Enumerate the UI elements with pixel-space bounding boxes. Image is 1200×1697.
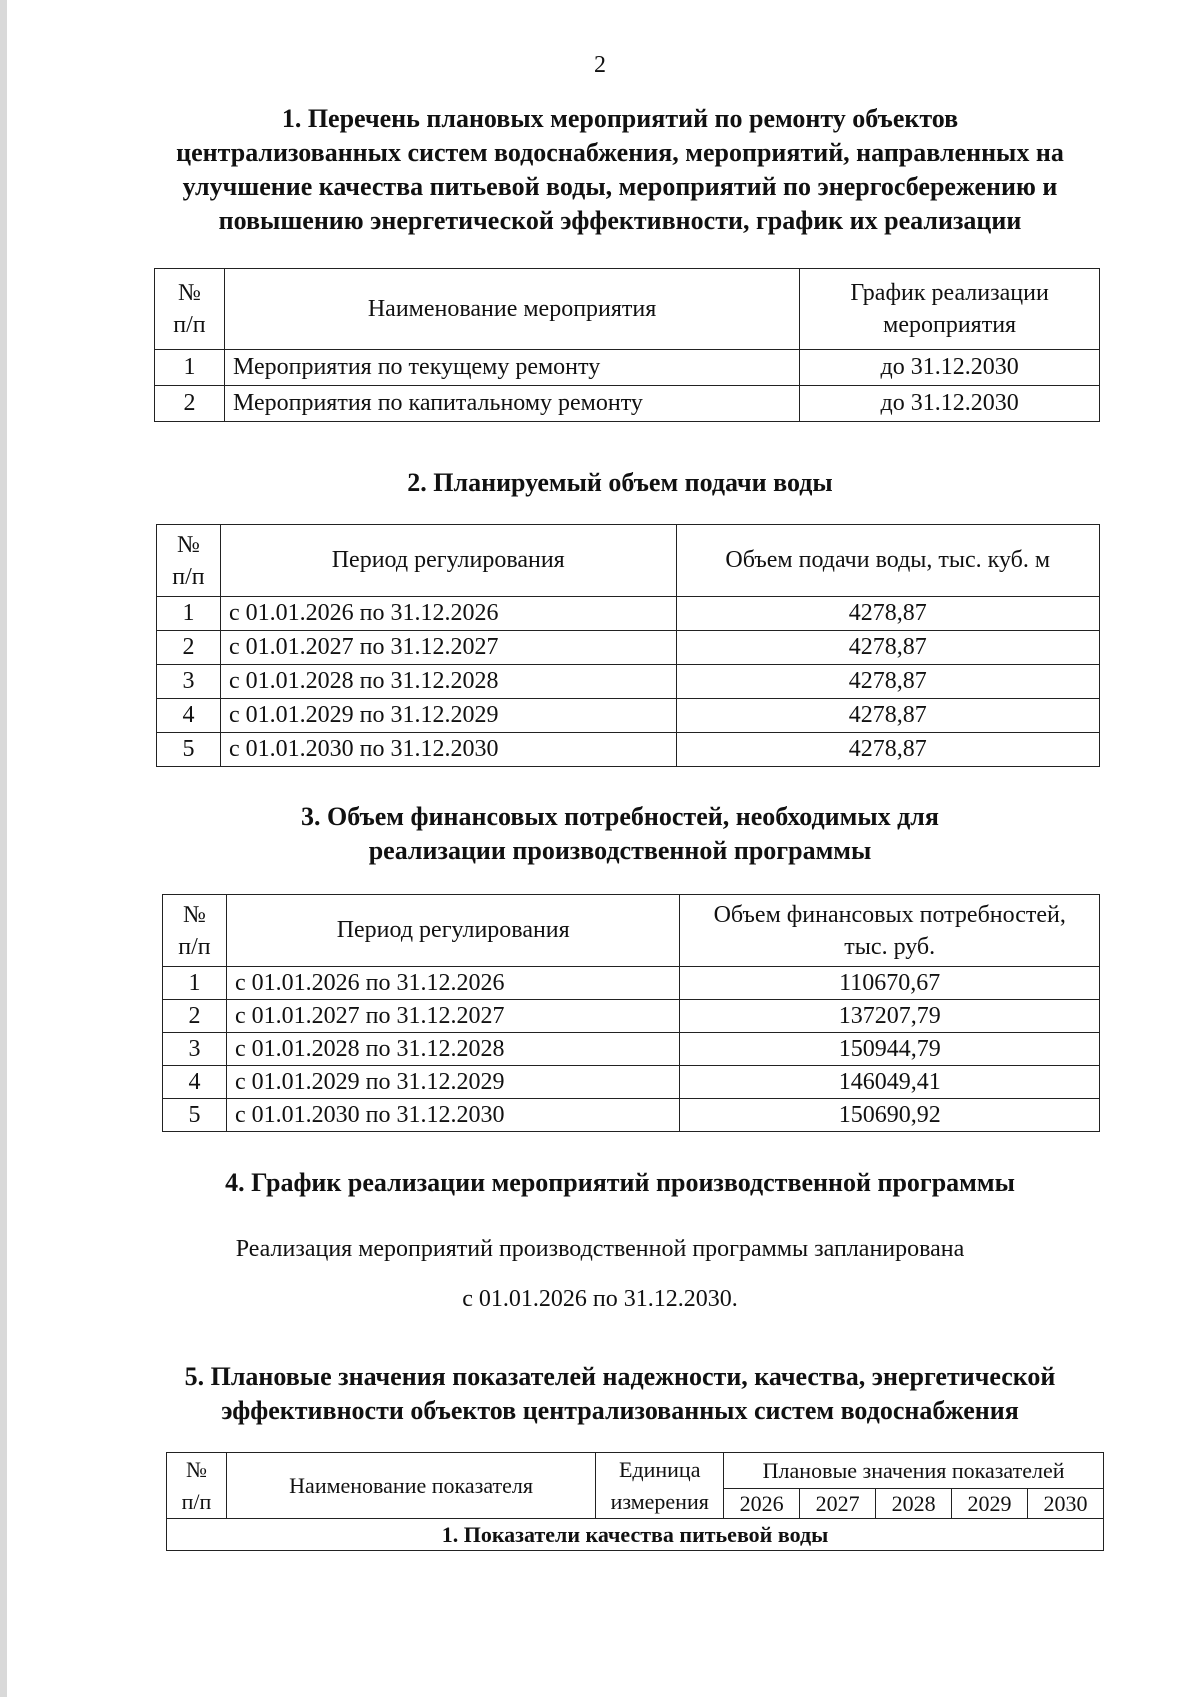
header-period: Период регулирования [220,525,676,597]
row-num: 1 [157,597,221,631]
row-num: 5 [163,1099,227,1132]
row-period: с 01.01.2027 по 31.12.2027 [226,1000,679,1033]
row-period: с 01.01.2028 по 31.12.2028 [220,665,676,699]
row-finance: 150690,92 [680,1099,1100,1132]
header-unit: Единица измерения [596,1453,724,1519]
table-row [163,1033,1100,1066]
header-indicator-name: Наименование показателя [226,1453,595,1519]
table-header-row [167,1453,1104,1489]
header-period: Период регулирования [226,895,679,967]
row-volume: 4278,87 [676,665,1100,699]
row-measure-name: Мероприятия по капитальному ремонту [224,386,799,422]
header-num: № п/п [163,895,227,967]
row-period: с 01.01.2030 по 31.12.2030 [226,1099,679,1132]
section1-title-line: улучшение качества питьевой воды, мероприятий по энергосбережению и [182,172,1058,201]
header-schedule: График реализации мероприятия [800,269,1100,350]
row-num: 4 [163,1066,227,1099]
row-volume: 4278,87 [676,597,1100,631]
header-year: 2029 [952,1489,1028,1519]
header-num: № п/п [167,1453,227,1519]
table-header-row [163,895,1100,967]
section5-title [140,1360,1100,1428]
table-row [155,386,1100,422]
section1-title [140,102,1100,238]
row-num: 2 [157,631,221,665]
row-period: с 01.01.2027 по 31.12.2027 [220,631,676,665]
row-num: 2 [155,386,225,422]
section4-text-line2: с 01.01.2026 по 31.12.2030. [462,1286,738,1312]
section5-title-line: 5. Плановые значения показателей надежности, качества, энергетической [184,1362,1056,1391]
row-finance: 150944,79 [680,1033,1100,1066]
row-period: с 01.01.2026 по 31.12.2026 [226,967,679,1000]
row-finance: 137207,79 [680,1000,1100,1033]
header-volume: Объем подачи воды, тыс. куб. м [676,525,1100,597]
header-num: № п/п [157,525,221,597]
table-row [157,665,1100,699]
section3-title-line: реализации производственной программы [368,836,872,865]
table-row [157,733,1100,767]
row-finance: 146049,41 [680,1066,1100,1099]
table-row [157,597,1100,631]
section4-text-line1: Реализация мероприятий производственной программы запланирована [235,1236,965,1262]
section2-title: 2. Планируемый объем подачи воды [407,468,833,497]
table-row [157,631,1100,665]
water-volume-table [156,524,1100,767]
table-row [163,1099,1100,1132]
row-finance: 110670,67 [680,967,1100,1000]
row-volume: 4278,87 [676,631,1100,665]
section1-title-line: централизованных систем водоснабжения, мероприятий, направленных на [176,138,1064,167]
row-schedule: до 31.12.2030 [800,350,1100,386]
row-period: с 01.01.2028 по 31.12.2028 [226,1033,679,1066]
indicators-table [166,1452,1104,1551]
section1-title-line: повышению энергетической эффективности, график их реализации [218,206,1022,235]
header-year: 2027 [800,1489,876,1519]
header-finance: Объем финансовых потребностей, тыс. руб. [680,895,1100,967]
table-subheader-row [167,1519,1104,1551]
section3-title [140,800,1100,868]
row-period: с 01.01.2029 по 31.12.2029 [226,1066,679,1099]
measures-table [154,268,1100,422]
row-num: 3 [163,1033,227,1066]
header-planned-values: Плановые значения показателей [724,1453,1104,1489]
table-header-row [157,525,1100,597]
row-volume: 4278,87 [676,733,1100,767]
header-year: 2028 [876,1489,952,1519]
section1-title-line: 1. Перечень плановых мероприятий по ремонту объектов [281,104,959,133]
scan-left-edge [0,0,7,1697]
row-num: 1 [155,350,225,386]
row-schedule: до 31.12.2030 [800,386,1100,422]
row-num: 5 [157,733,221,767]
table-row [157,699,1100,733]
section3-title-line: 3. Объем финансовых потребностей, необходимых для [301,802,939,831]
table-row [163,967,1100,1000]
subheader-water-quality: 1. Показатели качества питьевой воды [167,1519,1104,1551]
row-period: с 01.01.2029 по 31.12.2029 [220,699,676,733]
table-row [155,350,1100,386]
section5-title-line: эффективности объектов централизованных систем водоснабжения [221,1396,1019,1425]
row-num: 4 [157,699,221,733]
row-period: с 01.01.2026 по 31.12.2026 [220,597,676,631]
row-num: 2 [163,1000,227,1033]
header-num: № п/п [155,269,225,350]
section4-title: 4. График реализации мероприятий производственной программы [225,1168,1015,1197]
header-measure-name: Наименование мероприятия [224,269,799,350]
header-year: 2026 [724,1489,800,1519]
page-number: 2 [594,52,606,78]
row-num: 3 [157,665,221,699]
row-num: 1 [163,967,227,1000]
header-year: 2030 [1028,1489,1104,1519]
table-row [163,1000,1100,1033]
finance-table [162,894,1100,1132]
row-period: с 01.01.2030 по 31.12.2030 [220,733,676,767]
row-volume: 4278,87 [676,699,1100,733]
row-measure-name: Мероприятия по текущему ремонту [224,350,799,386]
table-header-row [155,269,1100,350]
table-row [163,1066,1100,1099]
